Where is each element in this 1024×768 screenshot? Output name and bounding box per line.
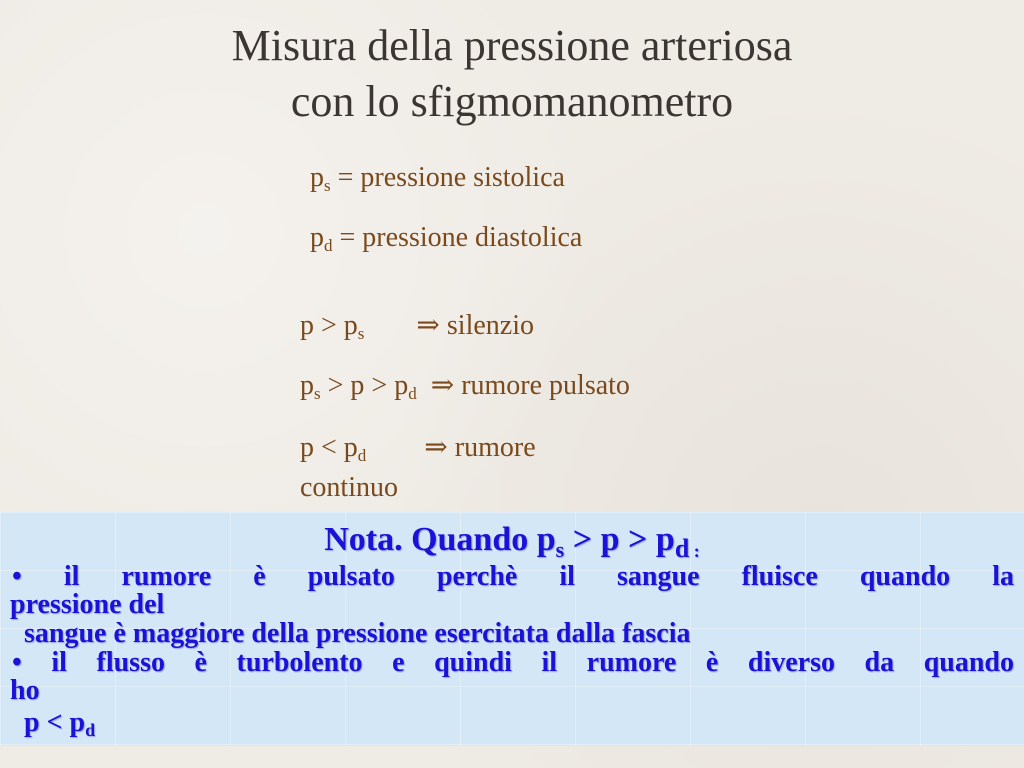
note-bullet-1-line-3: sangue è maggiore della pressione esercitata dalla fascia <box>10 618 691 649</box>
condition-result: silenzio <box>439 310 534 341</box>
note-bullet-2-line-2: ho <box>10 675 40 706</box>
condition-mid: > p > p <box>320 370 409 401</box>
condition-lhs-sub: d <box>357 446 367 465</box>
note-formula-sub: d <box>85 720 96 740</box>
note-bullet-1-line-2: pressione del <box>10 589 165 620</box>
note-title-sub: s <box>555 537 565 562</box>
condition-result: rumore <box>447 432 536 463</box>
note-title-sub <box>675 534 700 563</box>
definition-symbol: p <box>310 162 324 193</box>
note-bullet-2-line-3 <box>10 708 1012 745</box>
note-title-text: > p > p <box>564 521 675 558</box>
definition-diastolic <box>310 222 582 256</box>
implies-icon: ⇒ <box>416 310 440 341</box>
condition-lhs: p > p <box>300 310 358 341</box>
definition-subscript: d <box>324 236 333 255</box>
condition-lhs: p < p <box>300 432 358 463</box>
condition-lhs-sub: s <box>314 384 321 403</box>
note-title-sub-tail: : <box>689 541 700 561</box>
note-bullet-1-line-1: • il rumore è pulsato perchè il sangue fluisce quando la <box>12 561 1014 592</box>
definition-text: = pressione diastolica <box>332 222 583 253</box>
definition-text: = pressione sistolica <box>330 162 565 193</box>
condition-silence <box>300 308 534 344</box>
note-box <box>0 512 1024 746</box>
definition-subscript: s <box>324 176 331 195</box>
condition-mid-sub: d <box>408 384 417 403</box>
note-bullet-2-line-1: • il flusso è turbolento e quindi il rumore è diverso da quando <box>12 647 1014 678</box>
definition-systolic <box>310 162 565 196</box>
condition-lhs: p <box>300 370 314 401</box>
note-formula: p < p <box>10 707 86 738</box>
condition-continuous-cont: continuo <box>300 472 398 503</box>
note-title-text: Nota. Quando p <box>324 521 556 558</box>
implies-icon: ⇒ <box>430 370 455 401</box>
implies-icon: ⇒ <box>424 432 448 463</box>
definition-symbol: p <box>310 222 324 253</box>
slide-title <box>0 18 1024 130</box>
condition-lhs-sub: s <box>357 324 365 343</box>
condition-pulsed <box>300 368 630 404</box>
slide-title-line-2: con lo sfigmomanometro <box>290 77 734 126</box>
note-title-sub-letter: d <box>674 534 690 563</box>
condition-result: rumore pulsato <box>454 370 630 401</box>
slide-title-line-1: Misura della pressione arteriosa <box>231 21 793 70</box>
condition-continuous <box>300 430 536 466</box>
